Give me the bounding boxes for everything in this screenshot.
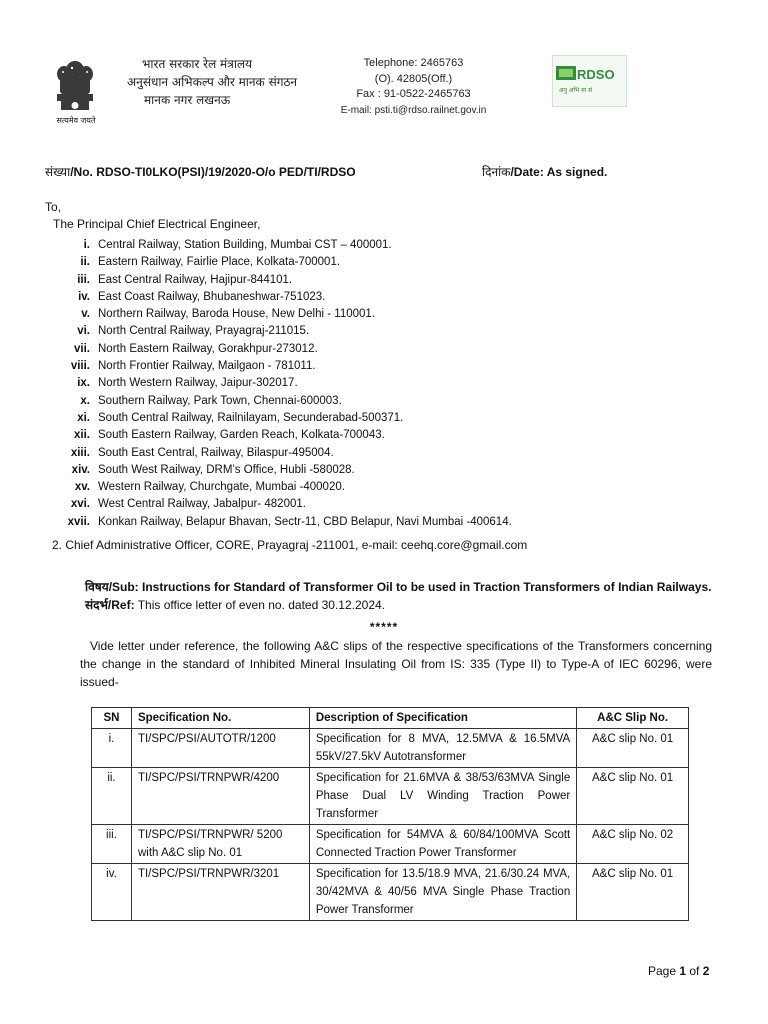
list-item: ii. Eastern Railway, Fairlie Place, Kolkata-700001.	[80, 256, 341, 269]
list-item: xvi. West Central Railway, Jabalpur- 482001.	[70, 498, 306, 511]
column-header-spec-no: Specification No.	[131, 708, 309, 729]
reference-label: /Ref:	[107, 598, 135, 612]
subject-text: /Sub: Instructions for Standard of Transformer Oil to be used in Traction Transformers of Indian Railways.	[108, 580, 712, 594]
hindi-line-city: मानक नगर लखनऊ	[144, 93, 231, 107]
letter-number-text: /No. RDSO-TI0LKO(PSI)/19/2020-O/o PED/TI/RDSO	[70, 165, 356, 179]
table-row	[92, 768, 689, 825]
list-item: vii. North Eastern Railway, Gorakhpur-273012.	[74, 342, 318, 355]
list-item: v. Northern Railway, Baroda House, New Delhi - 110001.	[81, 308, 375, 321]
cell-spec-no: TI/SPC/PSI/TRNPWR/3201	[131, 864, 309, 921]
emblem-caption: सत्यमेव जयते	[56, 116, 96, 125]
list-item: xiii. South East Central, Railway, Bilaspur-495004.	[70, 446, 334, 459]
telephone: Telephone: 2465763	[363, 57, 464, 69]
letter-date-hindi: दिनांक	[482, 165, 511, 179]
hindi-line-ministry: भारत सरकार रेल मंत्रालय	[142, 57, 253, 71]
column-header-sn: SN	[92, 708, 132, 729]
addressee-designation: The Principal Chief Electrical Engineer,	[53, 217, 261, 231]
cell-spec-no: TI/SPC/PSI/TRNPWR/4200	[131, 768, 309, 825]
list-item: xv. Western Railway, Churchgate, Mumbai -400020.	[74, 481, 345, 494]
list-item: xvii. Konkan Railway, Belapur Bhavan, Sectr-11, CBD Belapur, Navi Mumbai -400614.	[67, 515, 512, 528]
list-item: xii. South Eastern Railway, Garden Reach, Kolkata-700043.	[74, 429, 385, 442]
cell-description: Specification for 8 MVA, 12.5MVA & 16.5MVA 55kV/27.5kV Autotransformer	[309, 729, 576, 768]
separator-stars: *****	[369, 620, 399, 634]
reference-hindi: संदर्भ	[85, 598, 108, 612]
table-header-row	[92, 708, 689, 729]
body-paragraph-text: Vide letter under reference, the following A&C slips of the respective specifications of the Transformers concerning the change in the standard of Inhibited Mineral Insulating Oil from IS: 335 (Type II) to Type-A of IEC 60296, were issued-	[80, 639, 712, 689]
list-item: iv. East Coast Railway, Bhubaneshwar-751023.	[78, 290, 326, 303]
page-number: Page 1 of 2	[648, 964, 710, 978]
hindi-organization-header	[127, 55, 297, 109]
email: E-mail: psti.ti@rdso.railnet.gov.in	[340, 104, 487, 116]
contact-details	[336, 56, 491, 118]
list-item: viii. North Frontier Railway, Mailgaon - 781011.	[70, 360, 316, 373]
cell-sn: ii.	[92, 768, 132, 825]
cell-sn: iv.	[92, 864, 132, 921]
rdso-logo	[552, 55, 627, 107]
cell-sn: i.	[92, 729, 132, 768]
hindi-line-organization: अनुसंधान अभिकल्प और मानक संगठन	[127, 75, 298, 89]
reference-line	[85, 596, 385, 613]
list-item: x. Southern Railway, Park Town, Chennai-600003.	[80, 394, 342, 407]
subject-hindi: विषय	[85, 580, 109, 594]
subject-line	[85, 578, 711, 595]
cell-slip-no: A&C slip No. 01	[577, 864, 689, 921]
column-header-slip-no: A&C Slip No.	[577, 708, 689, 729]
cell-description: Specification for 21.6MVA & 38/53/63MVA Single Phase Dual LV Winding Traction Power Transformer	[309, 768, 576, 825]
reference-text: This office letter of even no. dated 30.12.2024.	[137, 598, 386, 612]
cao-addressee: 2. Chief Administrative Officer, CORE, Prayagraj -211001, e-mail: ceehq.core@gmail.com	[52, 538, 528, 552]
letter-number-hindi: संख्या	[45, 165, 71, 179]
column-header-description: Description of Specification	[309, 708, 576, 729]
list-item: i. Central Railway, Station Building, Mumbai CST – 400001.	[83, 239, 392, 251]
current-page: 1	[679, 964, 687, 978]
salutation-to: To,	[45, 200, 62, 214]
cell-spec-no: TI/SPC/PSI/AUTOTR/1200	[131, 729, 309, 768]
specification-table	[91, 707, 689, 921]
letter-number	[45, 163, 356, 180]
railway-address-list	[50, 237, 512, 531]
cell-slip-no: A&C slip No. 01	[577, 768, 689, 825]
table-row	[92, 864, 689, 921]
cell-spec-no: TI/SPC/PSI/TRNPWR/ 5200 with A&C slip No. 01	[131, 825, 309, 864]
letter-date-text: /Date: As signed.	[510, 165, 608, 179]
cell-description: Specification for 13.5/18.9 MVA, 21.6/30.24 MVA, 30/42MVA & 40/56 MVA Single Phase Traction Power Transformer	[309, 864, 576, 921]
office-phone: (O). 42805(Off.)	[374, 72, 453, 85]
rdso-logo-text: RDSO	[577, 67, 615, 82]
table-row	[92, 729, 689, 768]
list-item: xi. South Central Railway, Railnilayam, Secunderabad-500371.	[77, 411, 404, 424]
cell-slip-no: A&C slip No. 01	[577, 729, 689, 768]
fax: Fax : 91-0522-2465763	[356, 88, 471, 100]
list-item: vi. North Central Railway, Prayagraj-211015.	[77, 325, 310, 338]
letter-date	[482, 163, 607, 180]
cell-slip-no: A&C slip No. 02	[577, 825, 689, 864]
total-pages: 2	[702, 964, 710, 978]
cell-description: Specification for 54MVA & 60/84/100MVA Scott Connected Traction Power Transformer	[309, 825, 576, 864]
table-row	[92, 825, 689, 864]
cell-sn: iii.	[92, 825, 132, 864]
rdso-logo-subtext: अनु अभि मा सं	[559, 87, 593, 94]
body-paragraph	[80, 637, 712, 691]
list-item: ix. North Western Railway, Jaipur-302017.	[77, 377, 298, 390]
list-item: xiv. South West Railway, DRM’s Office, Hubli -580028.	[71, 463, 355, 476]
list-item: iii. East Central Railway, Hajipur-844101.	[77, 273, 293, 286]
